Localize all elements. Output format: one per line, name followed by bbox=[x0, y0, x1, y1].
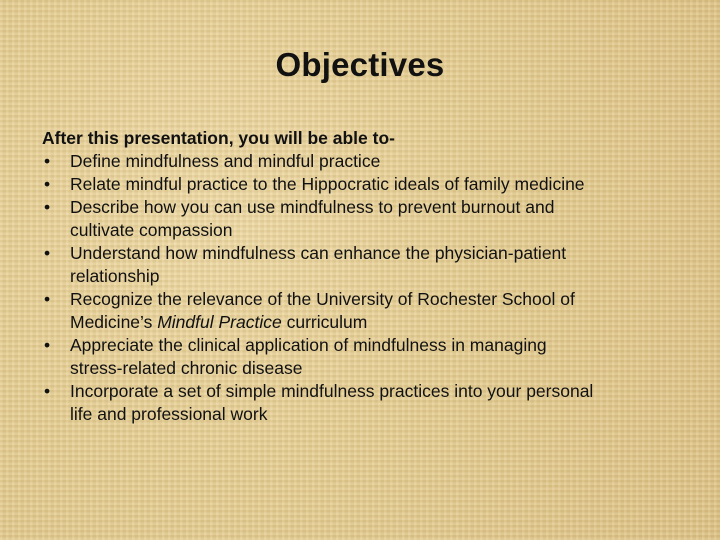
intro-text: After this presentation, you will be able to- bbox=[42, 128, 395, 148]
objective-line: relationship bbox=[70, 266, 160, 286]
objective-line: stress-related chronic disease bbox=[70, 358, 303, 378]
objective-item bbox=[42, 380, 682, 426]
objective-line: life and professional work bbox=[70, 404, 268, 424]
objective-line: • Recognize the relevance of the University of Rochester School of bbox=[70, 289, 575, 309]
objective-line: cultivate compassion bbox=[70, 220, 233, 240]
objective-item bbox=[42, 173, 682, 196]
objective-item bbox=[42, 334, 682, 380]
objective-line: • Define mindfulness and mindful practice bbox=[70, 151, 381, 171]
objective-item bbox=[42, 242, 682, 288]
objective-line: • Appreciate the clinical application of mindfulness in managing bbox=[70, 335, 547, 355]
objective-line: • Understand how mindfulness can enhance the physician-patient bbox=[70, 243, 567, 263]
objective-line: • Describe how you can use mindfulness to prevent burnout and bbox=[70, 197, 555, 217]
objective-item bbox=[42, 150, 682, 173]
objective-line: • Relate mindful practice to the Hippocratic ideals of family medicine bbox=[70, 174, 585, 194]
objective-item bbox=[42, 288, 682, 334]
objective-text: Medicine’s bbox=[70, 312, 158, 332]
objective-item bbox=[42, 196, 682, 242]
curriculum-name: Mindful Practice bbox=[157, 312, 282, 332]
objectives-list bbox=[42, 150, 682, 426]
objective-line: • Incorporate a set of simple mindfulness practices into your personal bbox=[70, 381, 594, 401]
objective-text: curriculum bbox=[281, 312, 368, 332]
objective-line-with-italic bbox=[70, 311, 682, 334]
slide-title: Objectives bbox=[275, 46, 445, 83]
